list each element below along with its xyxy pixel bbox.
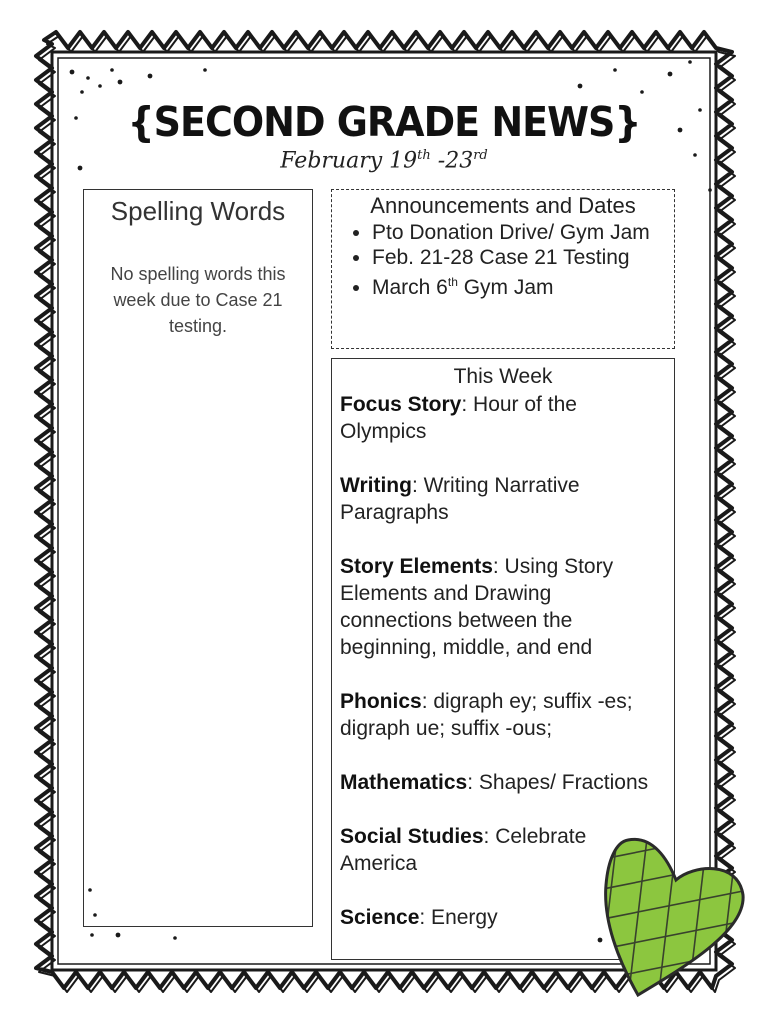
announcement-item: • March 6th Gym Jam xyxy=(372,270,666,300)
spelling-title: Spelling Words xyxy=(110,196,286,226)
decorative-dot xyxy=(578,84,583,89)
decorative-dot xyxy=(70,70,75,75)
decorative-dot xyxy=(613,68,617,72)
announcements-list xyxy=(340,220,666,300)
decorative-dot xyxy=(116,933,121,938)
decorative-dot xyxy=(80,90,84,94)
decorative-dot xyxy=(110,68,114,72)
this-week-title: This Week xyxy=(453,365,553,388)
decorative-dot xyxy=(86,76,90,80)
spelling-text: No spelling words this week due to Case 21 testing. xyxy=(110,264,286,336)
spelling-words-box xyxy=(83,189,313,927)
decorative-dot xyxy=(98,84,102,88)
decorative-dot xyxy=(173,936,177,940)
decorative-dot xyxy=(668,72,673,77)
week-item-mathematics: Mathematics: Shapes/ Fractions xyxy=(340,771,649,794)
decorative-dot xyxy=(203,68,207,72)
plaid-heart-icon xyxy=(598,830,748,1000)
decorative-dot xyxy=(90,933,94,937)
week-item-social-studies: Social Studies: Celebrate America xyxy=(340,825,587,875)
week-item-focus-story: Focus Story: Hour of the Olympics xyxy=(340,393,577,443)
decorative-dot xyxy=(640,90,644,94)
announcements-box xyxy=(331,189,675,349)
decorative-dot xyxy=(708,188,712,192)
announcement-item: • Pto Donation Drive/ Gym Jam xyxy=(372,220,666,245)
page-title: {SECOND GRADE NEWS} xyxy=(127,98,641,146)
decorative-dot xyxy=(688,60,692,64)
week-item-story-elements: Story Elements: Using Story Elements and Drawing connections between the beginning, middle, and end xyxy=(340,555,614,659)
decorative-dot xyxy=(118,80,123,85)
week-item-writing: Writing: Writing Narrative Paragraphs xyxy=(340,474,580,524)
week-item-science: Science: Energy xyxy=(340,906,498,929)
date-range: February 19th -23rd xyxy=(280,148,488,174)
decorative-dot xyxy=(148,74,153,79)
week-item-phonics: Phonics: digraph ey; suffix -es; digraph ue; suffix -ous; xyxy=(340,690,633,740)
announcement-item: • Feb. 21-28 Case 21 Testing xyxy=(372,245,666,270)
announcements-title: Announcements and Dates xyxy=(370,193,636,218)
